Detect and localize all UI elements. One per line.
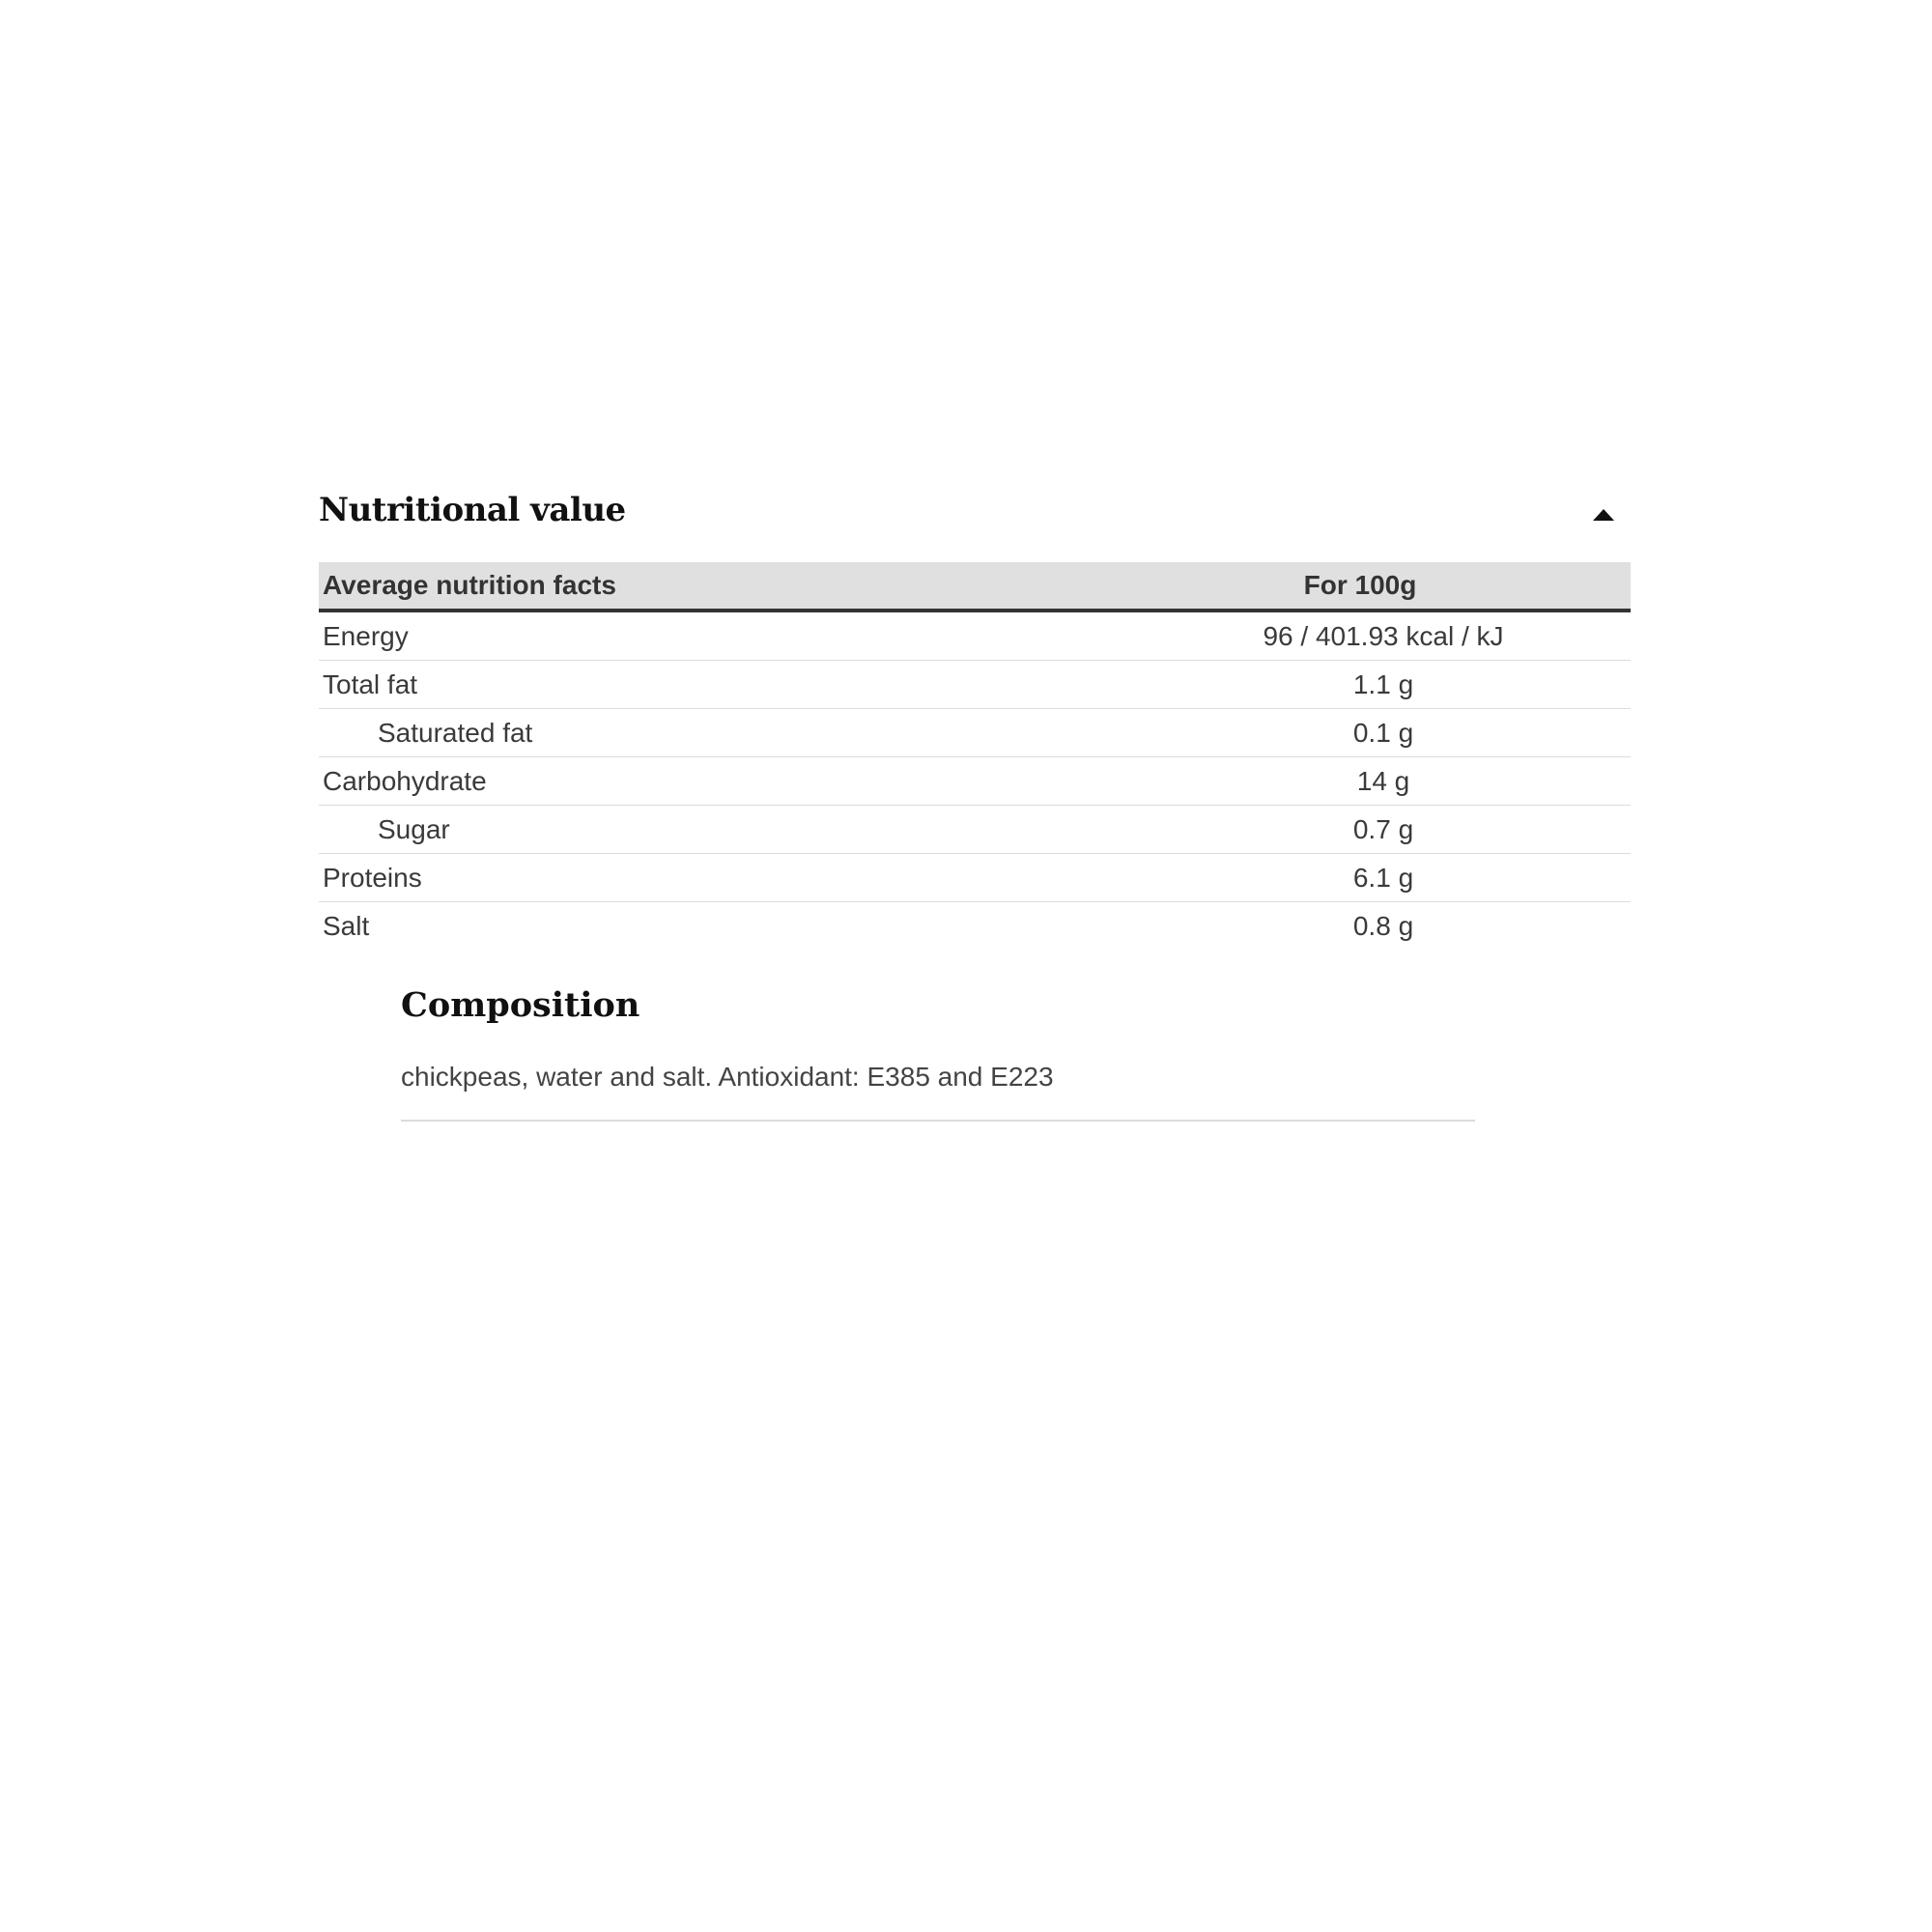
nutrition-panel-title: Nutritional value bbox=[319, 491, 626, 529]
nutrient-value-cell bbox=[1254, 902, 1631, 951]
nutrient-value-cell bbox=[1254, 854, 1631, 902]
nutrient-value: 96 / 401.93 kcal / kJ bbox=[1263, 620, 1504, 651]
composition-section bbox=[401, 985, 1475, 1122]
nutrition-panel-header[interactable] bbox=[319, 483, 1631, 541]
nutrition-table bbox=[319, 562, 1631, 950]
nutrient-name: Salt bbox=[323, 910, 370, 941]
table-row bbox=[319, 757, 1631, 806]
nutrient-value: 6.1 g bbox=[1352, 862, 1414, 893]
nutrient-name: Carbohydrate bbox=[319, 757, 1254, 806]
column-header-per-100g bbox=[1254, 562, 1631, 611]
table-row bbox=[319, 709, 1631, 757]
nutrient-value: 0.7 g bbox=[1352, 813, 1414, 844]
table-row bbox=[319, 902, 1631, 951]
table-row bbox=[319, 611, 1631, 661]
column-header-nutrient: Average nutrition facts bbox=[319, 562, 1254, 611]
nutrient-value: 0.1 g bbox=[1352, 717, 1414, 748]
nutrient-name: Proteins bbox=[319, 854, 1254, 902]
nutrient-value: 1.1 g bbox=[1352, 668, 1414, 699]
nutrient-value: 0.8 g bbox=[1352, 910, 1414, 941]
nutrient-name: Saturated fat bbox=[319, 709, 1254, 757]
nutrient-value-cell bbox=[1254, 611, 1631, 661]
caret-up-icon bbox=[1593, 508, 1614, 521]
table-row bbox=[319, 854, 1631, 902]
nutrition-panel bbox=[319, 483, 1631, 950]
collapse-toggle-button[interactable] bbox=[1590, 502, 1617, 526]
nutrient-name: Sugar bbox=[319, 806, 1254, 854]
table-row bbox=[319, 806, 1631, 854]
nutrient-name: Total fat bbox=[319, 661, 1254, 709]
composition-text: chickpeas, water and salt. Antioxidant: E385 and E223 bbox=[401, 1062, 1475, 1122]
nutrient-value-cell bbox=[1254, 806, 1631, 854]
column-header-per-100g-label: For 100g bbox=[1303, 570, 1417, 600]
nutrient-value: 14 g bbox=[1356, 765, 1410, 796]
nutrient-value-cell bbox=[1254, 709, 1631, 757]
nutrition-table-header-row bbox=[319, 562, 1631, 611]
nutrient-value-cell bbox=[1254, 757, 1631, 806]
table-row bbox=[319, 661, 1631, 709]
nutrient-value-cell bbox=[1254, 661, 1631, 709]
composition-title: Composition bbox=[401, 985, 640, 1025]
nutrient-name: Energy bbox=[319, 611, 1254, 661]
